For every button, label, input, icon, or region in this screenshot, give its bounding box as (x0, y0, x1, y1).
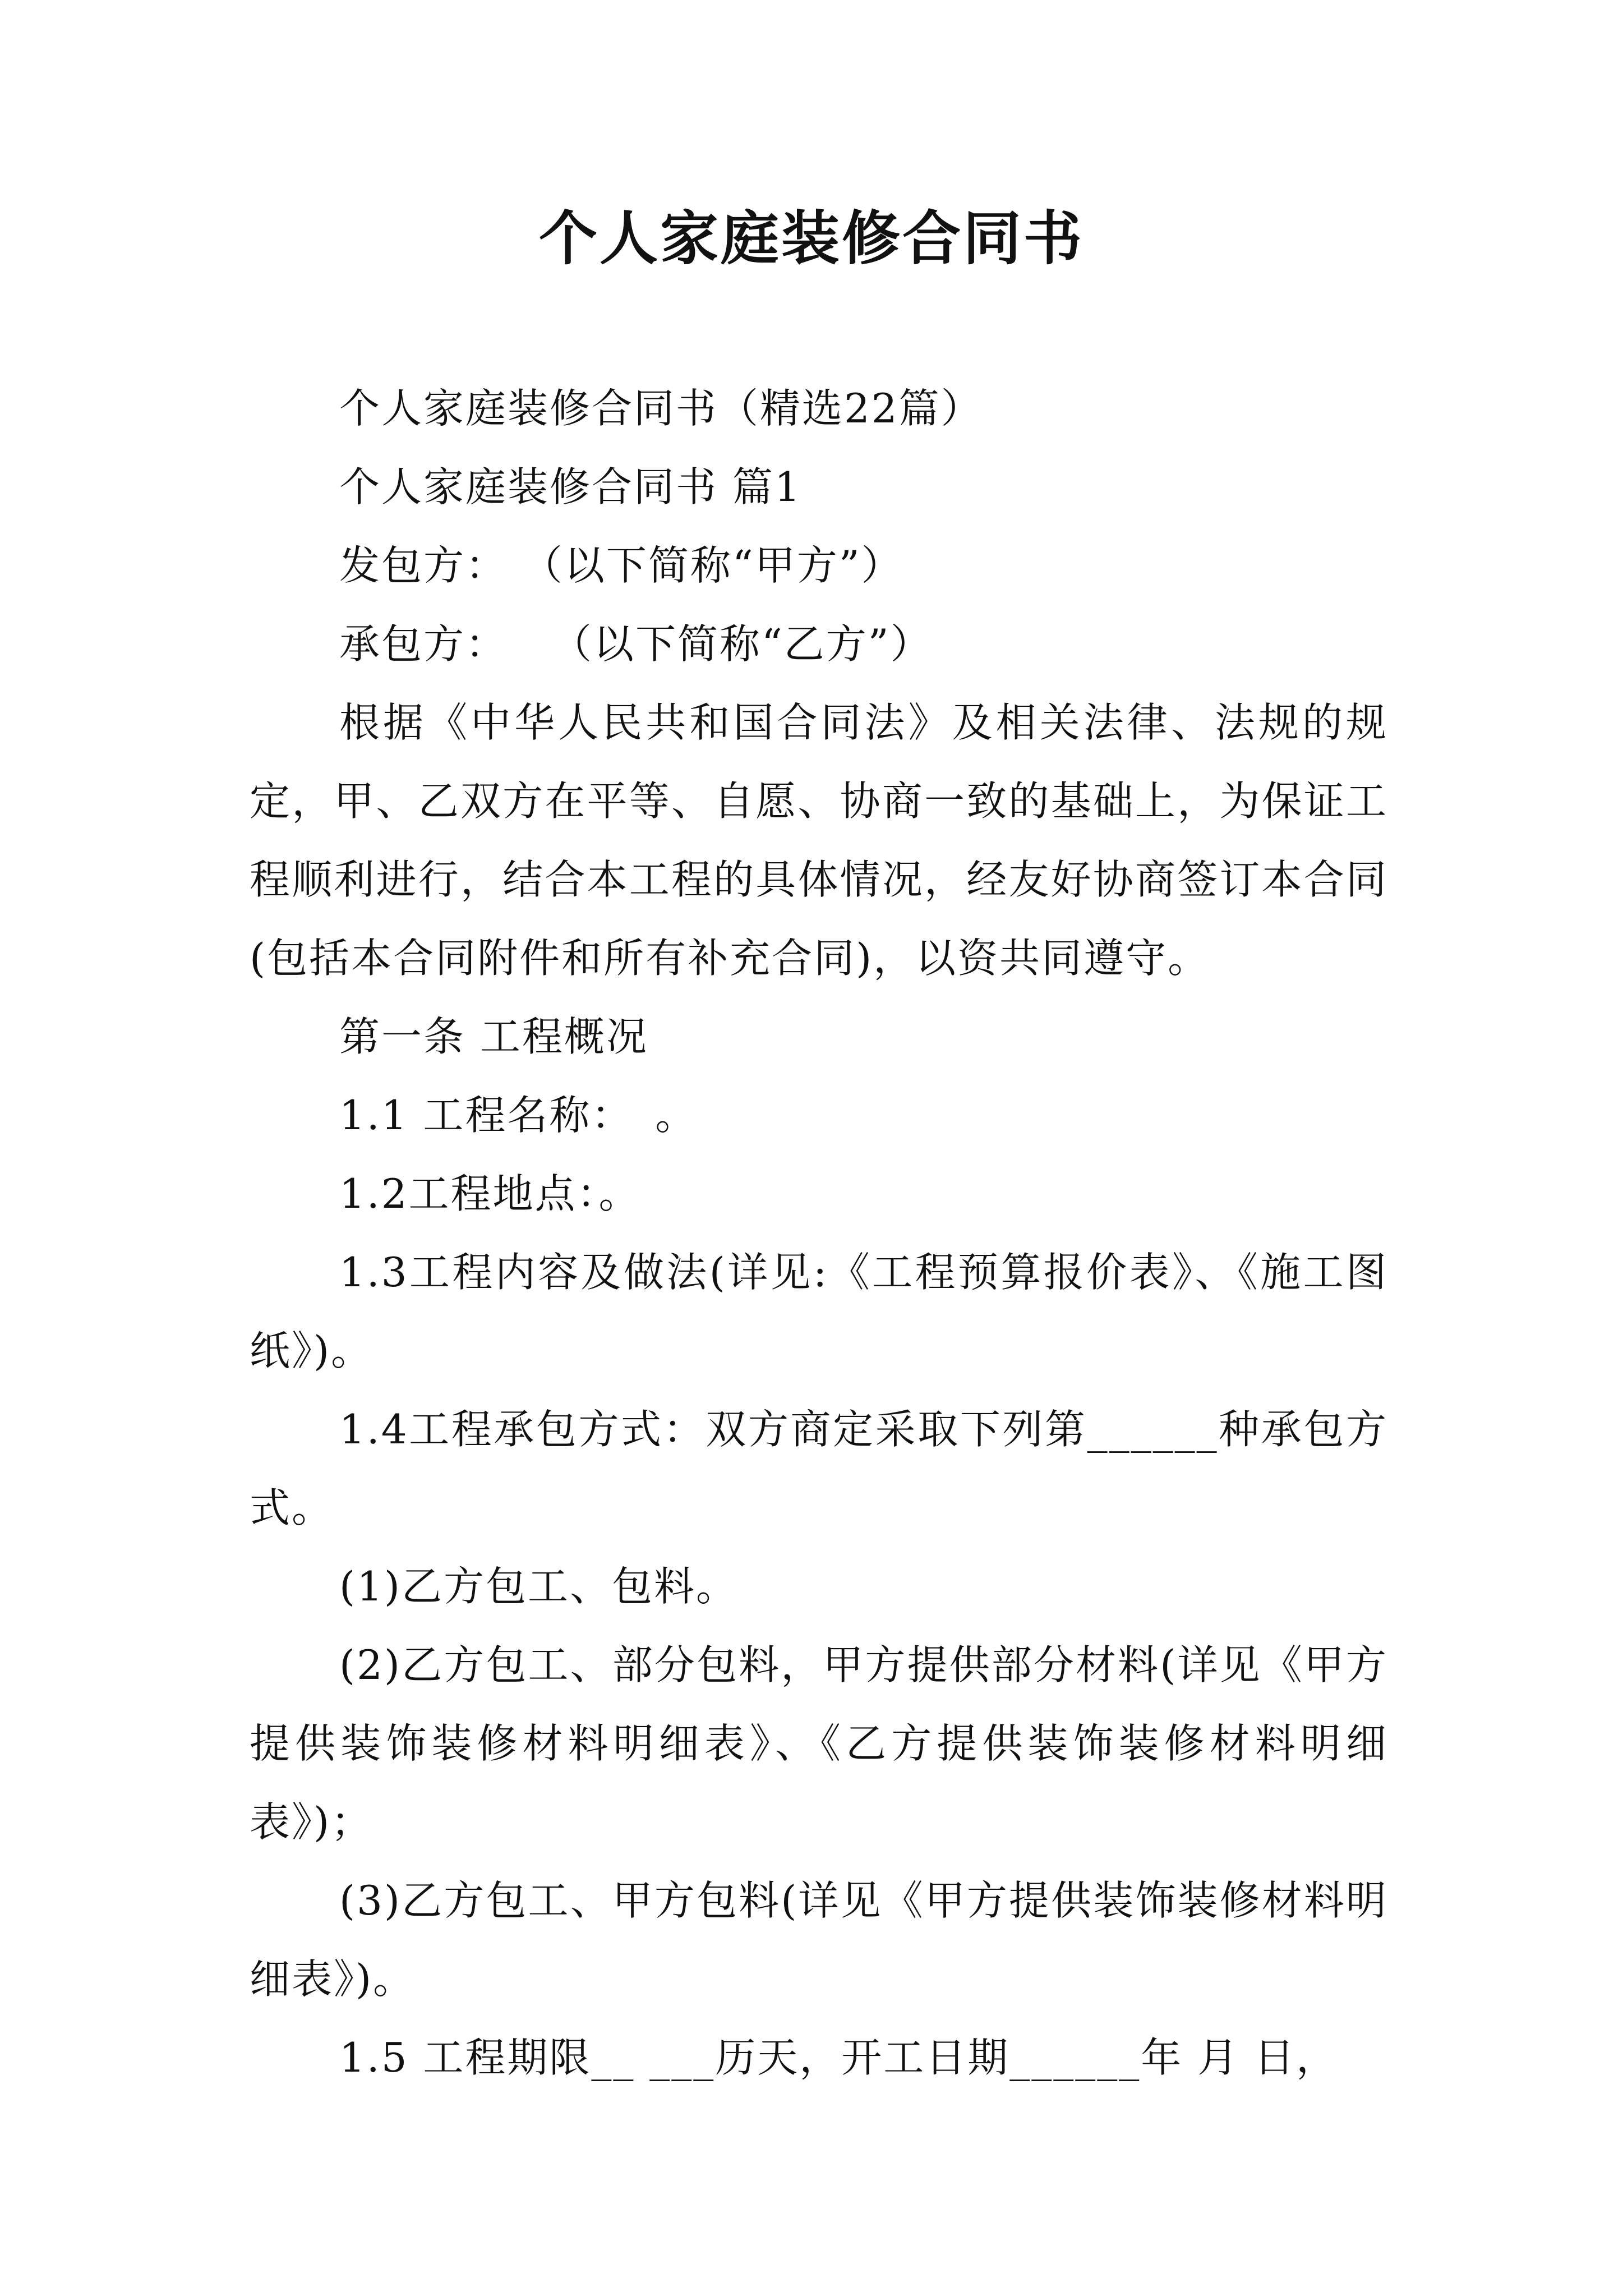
paragraph-preamble: 根据《中华人民共和国合同法》及相关法律、法规的规定，甲、乙双方在平等、自愿、协商一致的基础上，为保证工程顺利进行，结合本工程的具体情况，经友好协商签订本合同(包括本合同附件和所有补充合同)，以资共同遵守。 (250, 699, 1388, 982)
paragraph-clause-1-2: 1.2工程地点：。 (339, 1170, 641, 1217)
paragraph-section-heading: 个人家庭装修合同书 篇1 (339, 463, 802, 510)
paragraph-party-a: 发包方： （以下简称“甲方”） (339, 542, 903, 589)
document-body (250, 369, 1388, 2097)
document-title: 个人家庭装修合同书 (538, 204, 1084, 273)
paragraph-party-b: 承包方： （以下简称“乙方”） (339, 620, 933, 668)
paragraph-subtitle: 个人家庭装修合同书（精选22篇） (339, 385, 983, 432)
paragraph-option-2: (2)乙方包工、部分包料，甲方提供部分材料(详见《甲方提供装饰装修材料明细表》、《乙方提供装饰装修材料明细表》)； (250, 1641, 1388, 1846)
paragraph-option-3: (3)乙方包工、甲方包料(详见《甲方提供装饰装修材料明细表》)。 (250, 1877, 1388, 2003)
paragraph-clause-1-5: 1.5 工程期限__ ___历天，开工日期______年 月 日， (339, 2034, 1339, 2081)
paragraph-option-1: (1)乙方包工、包料。 (339, 1563, 738, 1610)
paragraph-clause-1-1: 1.1 工程名称： 。 (339, 1092, 698, 1139)
paragraph-clause-1-3: 1.3工程内容及做法(详见:《工程预算报价表》、《施工图纸》)。 (250, 1249, 1388, 1374)
paragraph-clause-1-4: 1.4工程承包方式：双方商定采取下列第______种承包方式。 (250, 1406, 1388, 1531)
paragraph-article-1-heading: 第一条 工程概况 (339, 1013, 648, 1060)
